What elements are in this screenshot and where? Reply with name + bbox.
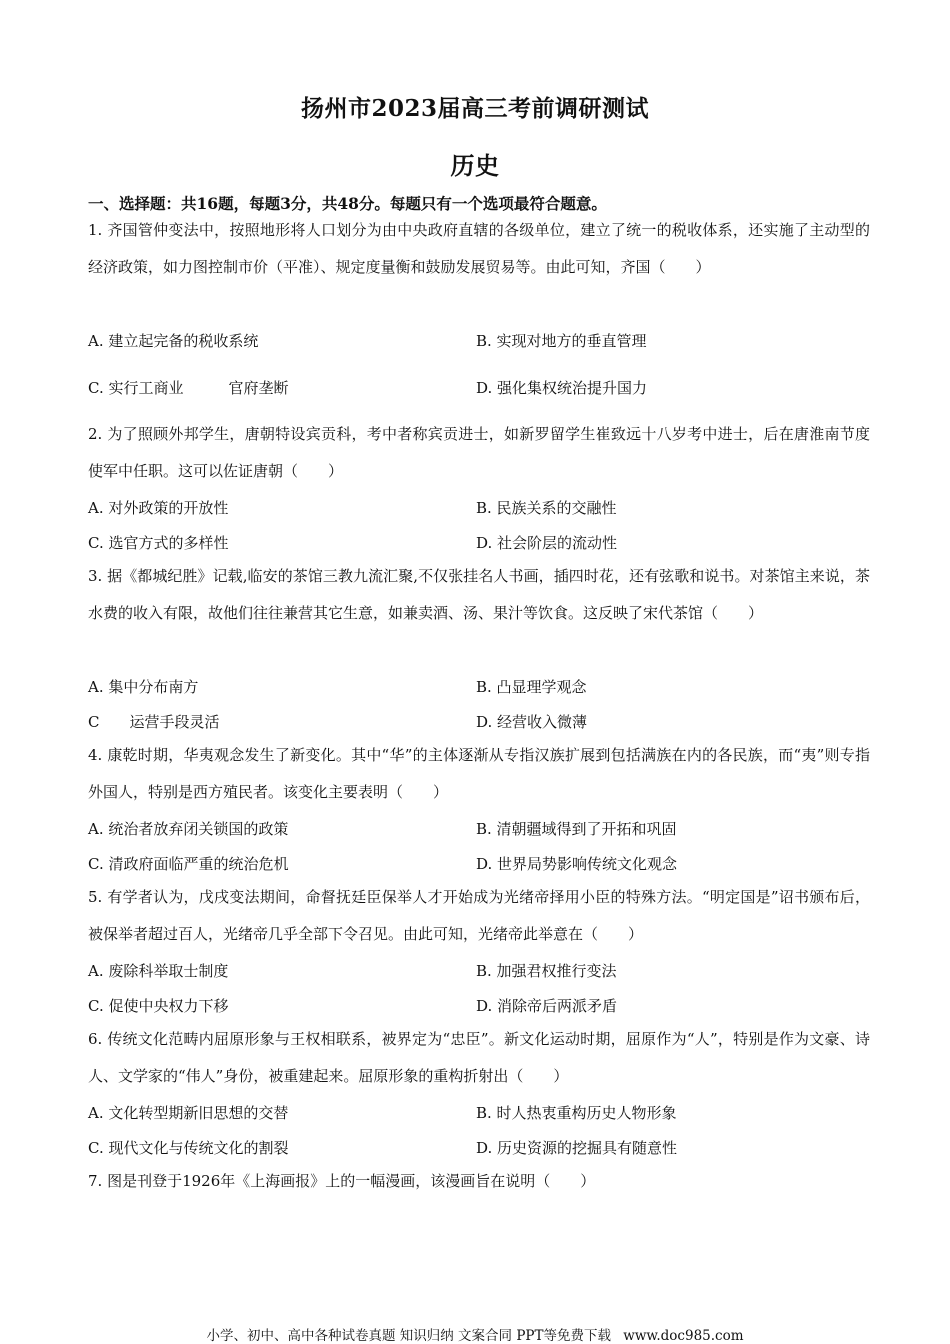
question-3-option-a: A. 集中分布南方: [88, 678, 199, 696]
question-5-option-c: C. 促使中央权力下移: [88, 997, 229, 1015]
question-4-option-a: A. 统治者放弃闭关锁国的政策: [88, 820, 289, 838]
question-4-option-b: B. 清朝疆域得到了开拓和巩固: [476, 820, 677, 838]
question-6-option-b: B. 时人热衷重构历史人物形象: [476, 1104, 677, 1122]
question-6-option-a: A. 文化转型期新旧思想的交替: [88, 1104, 289, 1122]
section-heading: 一、选择题：共16题，每题3分，共48分。每题只有一个选项最符合题意。: [88, 194, 607, 213]
question-3-option-c: C 运营手段灵活: [88, 713, 220, 731]
question-1-option-a: A. 建立起完备的税收系统: [88, 332, 259, 350]
question-2-option-b: B. 民族关系的交融性: [476, 499, 617, 517]
question-6-option-c: C. 现代文化与传统文化的割裂: [88, 1139, 289, 1157]
question-1-option-c: C. 实行工商业 官府垄断: [88, 379, 289, 397]
question-5-option-a: A. 废除科举取士制度: [88, 962, 229, 980]
question-2-stem: 2. 为了照顾外邦学生，唐朝特设宾贡科，考中者称宾贡进士，如新罗留学生崔致远十八岁考中进士，后在唐淮南节度使军中任职。这可以佐证唐朝（ ）: [88, 425, 870, 480]
question-2-option-c: C. 选官方式的多样性: [88, 534, 229, 552]
exam-title: 扬州市2023届高三考前调研测试: [300, 95, 649, 122]
question-2-option-a: A. 对外政策的开放性: [88, 499, 229, 517]
question-5-stem: 5. 有学者认为，戊戌变法期间，命督抚廷臣保举人才开始成为光绪帝择用小臣的特殊方法。“明定国是”诏书颁布后，被保举者超过百人，光绪帝几乎全部下令召见。由此可知，光绪帝此举意在（ ）: [88, 888, 870, 943]
question-3-stem: 3. 据《都城纪胜》记载,临安的茶馆三教九流汇聚,不仅张挂名人书画，插四时花，还有弦歌和说书。对茶馆主来说，茶水费的收入有限，故他们往往兼营其它生意，如兼卖酒、汤、果汁等饮食。这反映了宋代茶馆（ ）: [88, 567, 870, 622]
question-4-option-c: C. 清政府面临严重的统治危机: [88, 855, 289, 873]
question-4-stem: 4. 康乾时期，华夷观念发生了新变化。其中“华”的主体逐渐从专指汉族扩展到包括满族在内的各民族，而“夷”则专指外国人，特别是西方殖民者。该变化主要表明（ ）: [88, 746, 870, 801]
question-3-option-b: B. 凸显理学观念: [476, 678, 587, 696]
subject-title: 历史: [450, 151, 500, 180]
question-2-option-d: D. 社会阶层的流动性: [476, 534, 618, 552]
question-1-option-d: D. 强化集权统治提升国力: [476, 379, 648, 397]
question-6-stem: 6. 传统文化范畴内屈原形象与王权相联系，被界定为“忠臣”。新文化运动时期，屈原作为“人”，特别是作为文豪、诗人、文学家的“伟人”身份，被重建起来。屈原形象的重构折射出（ ）: [88, 1030, 870, 1085]
question-6-option-d: D. 历史资源的挖掘具有随意性: [476, 1139, 678, 1157]
question-7-stem: 7. 图是刊登于1926年《上海画报》上的一幅漫画，该漫画旨在说明（ ）: [88, 1172, 596, 1190]
question-1-option-b: B. 实现对地方的垂直管理: [476, 332, 647, 350]
question-5-option-b: B. 加强君权推行变法: [476, 962, 617, 980]
question-5-option-d: D. 消除帝后两派矛盾: [476, 997, 618, 1015]
footer-site-link[interactable]: www.doc985.com: [623, 1328, 744, 1344]
question-4-option-d: D. 世界局势影响传统文化观念: [476, 855, 678, 873]
footer-text: 小学、初中、高中各种试卷真题 知识归纳 文案合同 PPT等免费下载: [206, 1328, 611, 1344]
question-3-option-d: D. 经营收入微薄: [476, 713, 588, 731]
page-footer: [0, 1324, 950, 1344]
question-1-stem: 1. 齐国管仲变法中，按照地形将人口划分为由中央政府直辖的各级单位，建立了统一的税收体系，还实施了主动型的经济政策，如力图控制市价（平准）、规定度量衡和鼓励发展贸易等。由此可知，齐国（ ）: [88, 221, 870, 276]
